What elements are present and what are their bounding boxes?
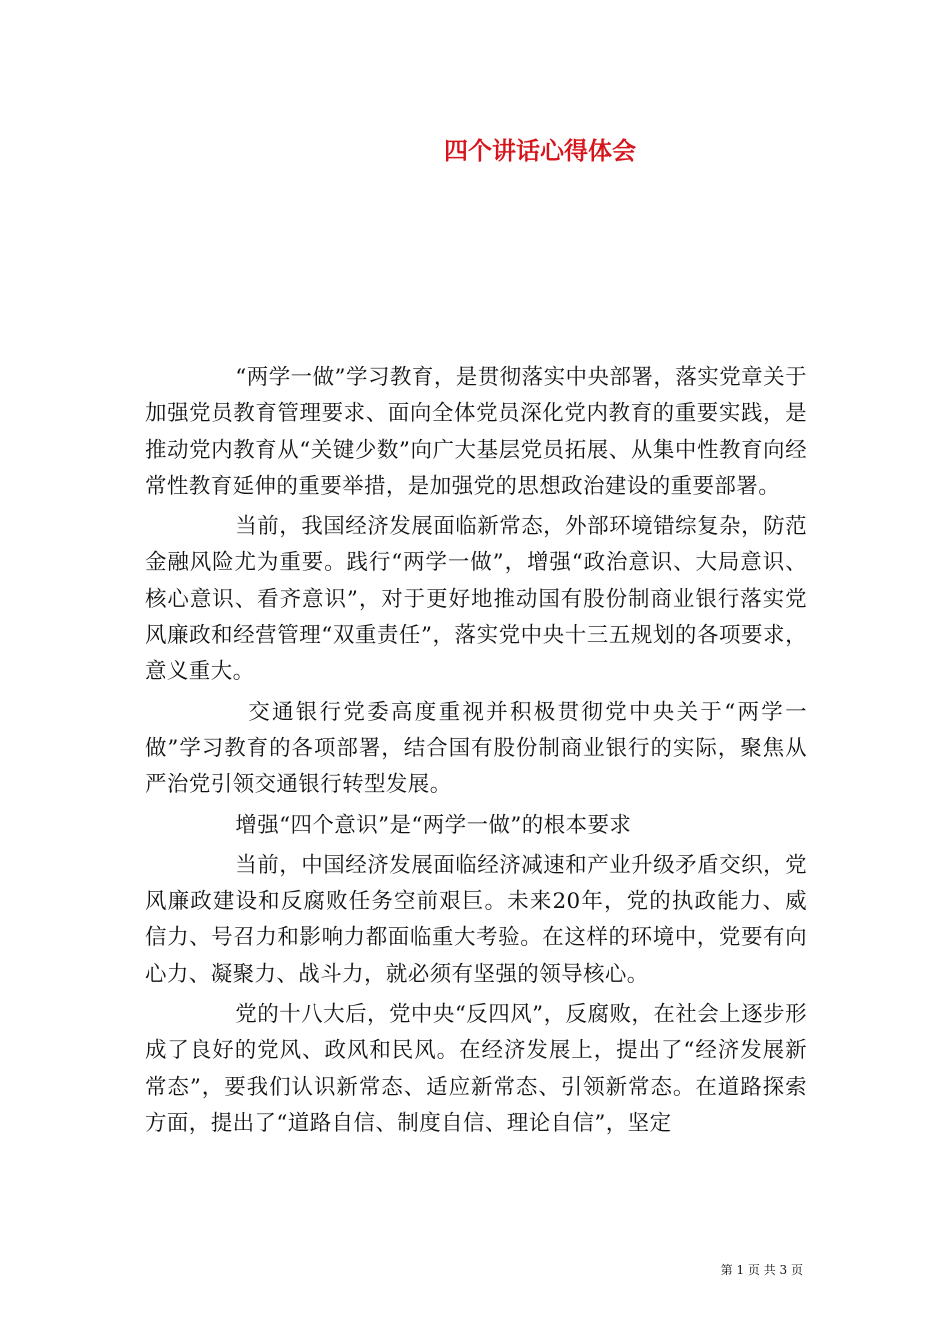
section-heading: 增强“四个意识”是“两学一做”的根本要求 <box>235 812 632 838</box>
paragraph-2: 当前，我国经济发展面临新常态，外部环境错综复杂，防范金融风险尤为重要。践行“两学一做”，增强“政治意识、大局意识、核心意识、看齐意识”，对于更好地推动国有股份制商业银行落实党风廉政和经营管理“双重责任”，落实党中央十三五规划的各项要求，意义重大。 <box>145 514 807 685</box>
document-body <box>145 360 807 1142</box>
paragraph-3: 交通银行党委高度重视并积极贯彻党中央关于“两学一做”学习教育的各项部署，结合国有股份制商业银行的实际，聚焦从严治党引领交通银行转型发展。 <box>145 699 807 798</box>
paragraph-5: 党的十八大后，党中央“反四风”，反腐败，在社会上逐步形成了良好的党风、政风和民风。在经济发展上，提出了“经济发展新常态”，要我们认识新常态、适应新常态、引领新常态。在道路探索方面，提出了“道路自信、制度自信、理论自信”，坚定 <box>145 1002 807 1136</box>
paragraph-1: “两学一做”学习教育，是贯彻落实中央部署，落实党章关于加强党员教育管理要求、面向全体党员深化党内教育的重要实践，是推动党内教育从“关键少数”向广大基层党员拓展、从集中性教育向经常性教育延伸的重要举措，是加强党的思想政治建设的重要部署。 <box>145 365 807 499</box>
paragraph-4: 当前，中国经济发展面临经济减速和产业升级矛盾交织，党风廉政建设和反腐败任务空前艰巨。未来20年，党的执政能力、威信力、号召力和影响力都面临重大考验。在这样的环境中，党要有向心力、凝聚力、战斗力，就必须有坚强的领导核心。 <box>145 852 807 987</box>
page-title <box>0 133 950 169</box>
page-number: 第 1 页 共 3 页 <box>720 1263 803 1277</box>
page-title-text: 四个讲话心得体会 <box>444 136 636 165</box>
page-footer <box>721 1262 803 1278</box>
